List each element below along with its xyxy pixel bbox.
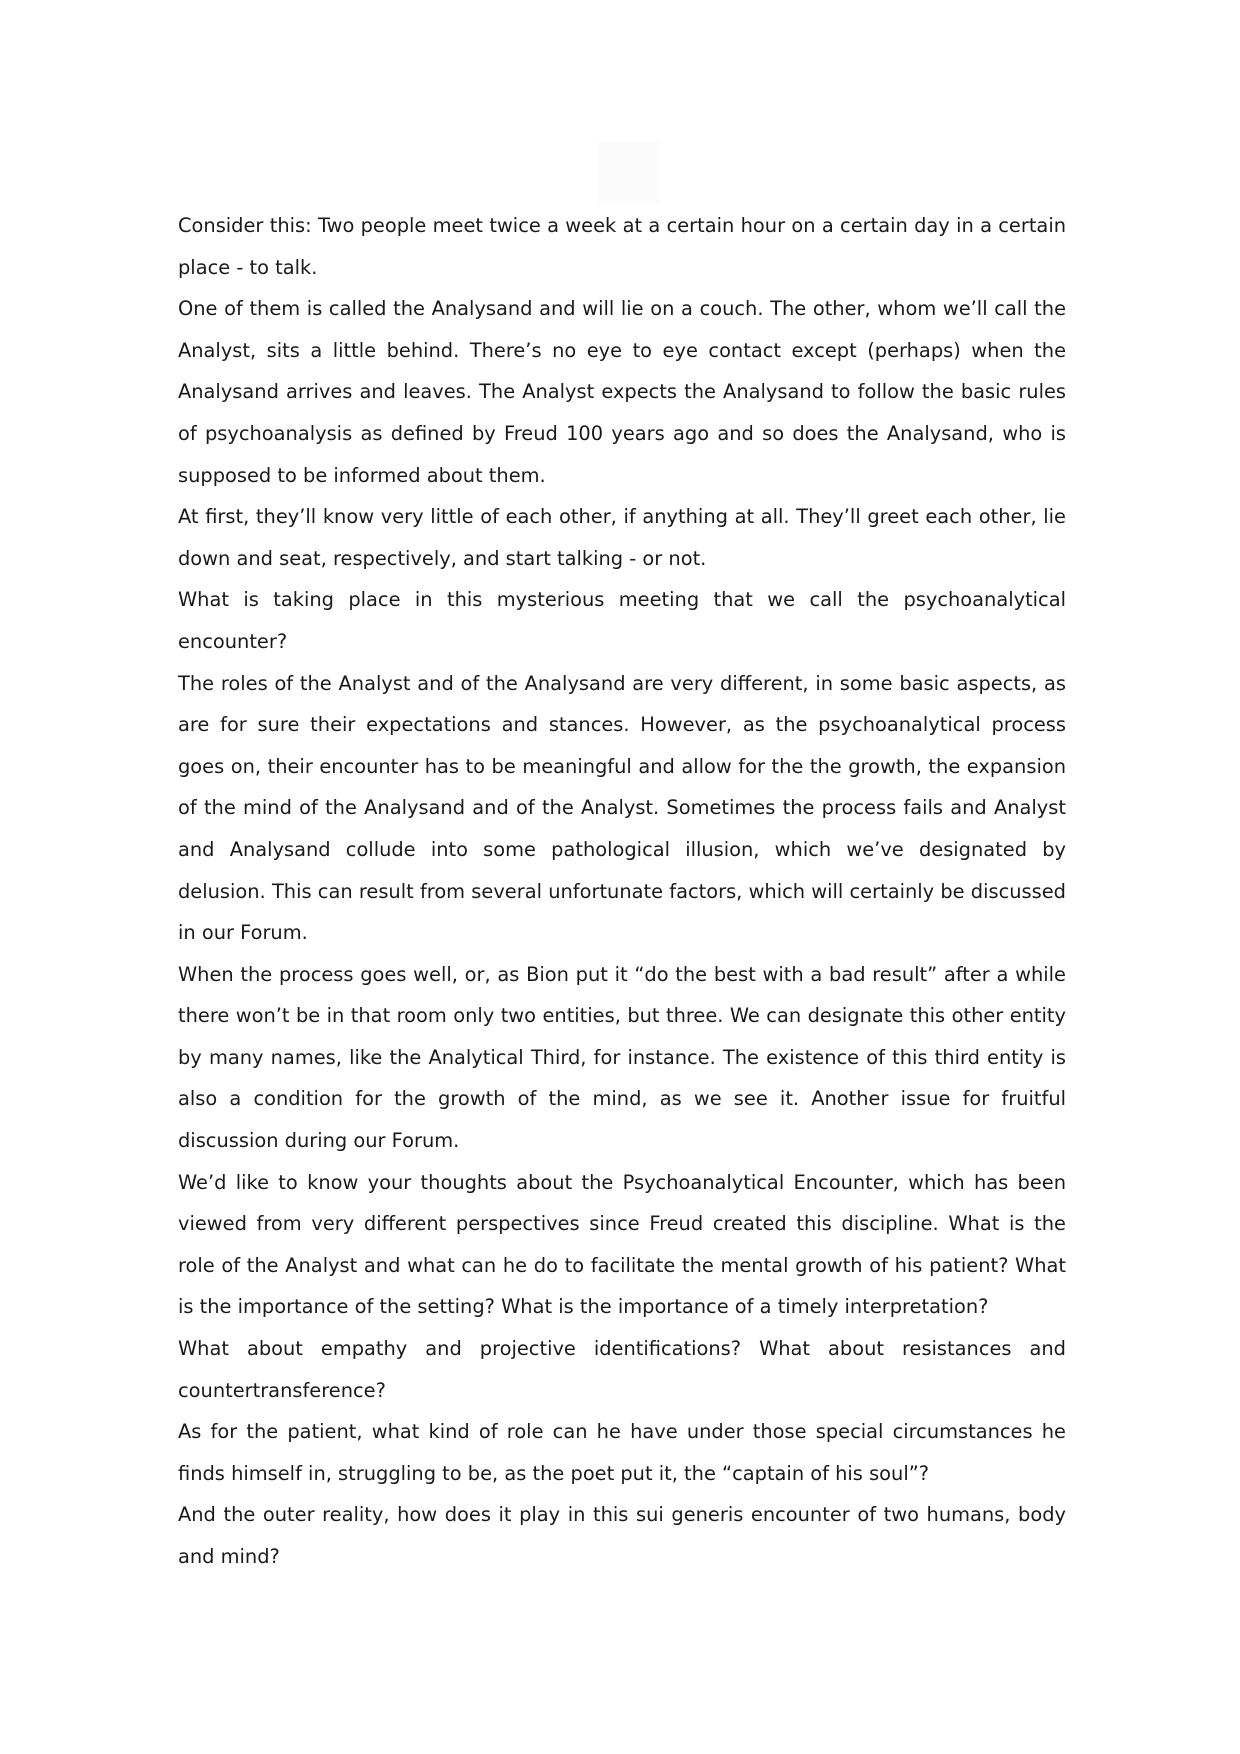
paragraph: What about empathy and projective identifications? What about resistances and countertransference? [178, 1337, 1066, 1402]
paragraph: One of them is called the Analysand and will lie on a couch. The other, whom we’ll call the Analyst, sits a little behind. There’s no eye to eye contact except (perhaps) when the Analysand arrives and leaves. The Analyst expects the Analysand to follow the basic rules of psychoanalysis as defined by Freud 100 years ago and so does the Analysand, who is supposed to be informed about them. [178, 297, 1066, 487]
header-mark [598, 142, 660, 204]
paragraph: What is taking place in this mysterious meeting that we call the psychoanalytical encounter? [178, 588, 1066, 653]
document-body [178, 205, 1066, 1578]
paragraph: And the outer reality, how does it play in this sui generis encounter of two humans, body and mind? [178, 1503, 1066, 1568]
paragraph: We’d like to know your thoughts about the Psychoanalytical Encounter, which has been viewed from very different perspectives since Freud created this discipline. What is the role of the Analyst and what can he do to facilitate the mental growth of his patient? What is the importance of the setting? What is the importance of a timely interpretation? [178, 1170, 1066, 1319]
paragraph: At first, they’ll know very little of each other, if anything at all. They’ll greet each other, lie down and seat, respectively, and start talking - or not. [178, 505, 1066, 570]
paragraph: As for the patient, what kind of role can he have under those special circumstances he finds himself in, struggling to be, as the poet put it, the “captain of his soul”? [178, 1420, 1066, 1485]
paragraph: When the process goes well, or, as Bion put it “do the best with a bad result” after a while there won’t be in that room only two entities, but three. We can designate this other entity by many names, like the Analytical Third, for instance. The existence of this third entity is also a condition for the growth of the mind, as we see it. Another issue for fruitful discussion during our Forum. [178, 962, 1066, 1153]
paragraph: The roles of the Analyst and of the Analysand are very different, in some basic aspects, as are for sure their expectations and stances. However, as the psychoanalytical process goes on, their encounter has to be meaningful and allow for the the growth, the expansion of the mind of the Analysand and of the Analyst. Sometimes the process fails and Analyst and Analysand collude into some pathological illusion, which we’ve designated by delusion. This can result from several unfortunate factors, which will certainly be discussed in our Forum. [178, 671, 1066, 945]
paragraph: Consider this: Two people meet twice a week at a certain hour on a certain day in a certain place - to talk. [178, 214, 1066, 279]
